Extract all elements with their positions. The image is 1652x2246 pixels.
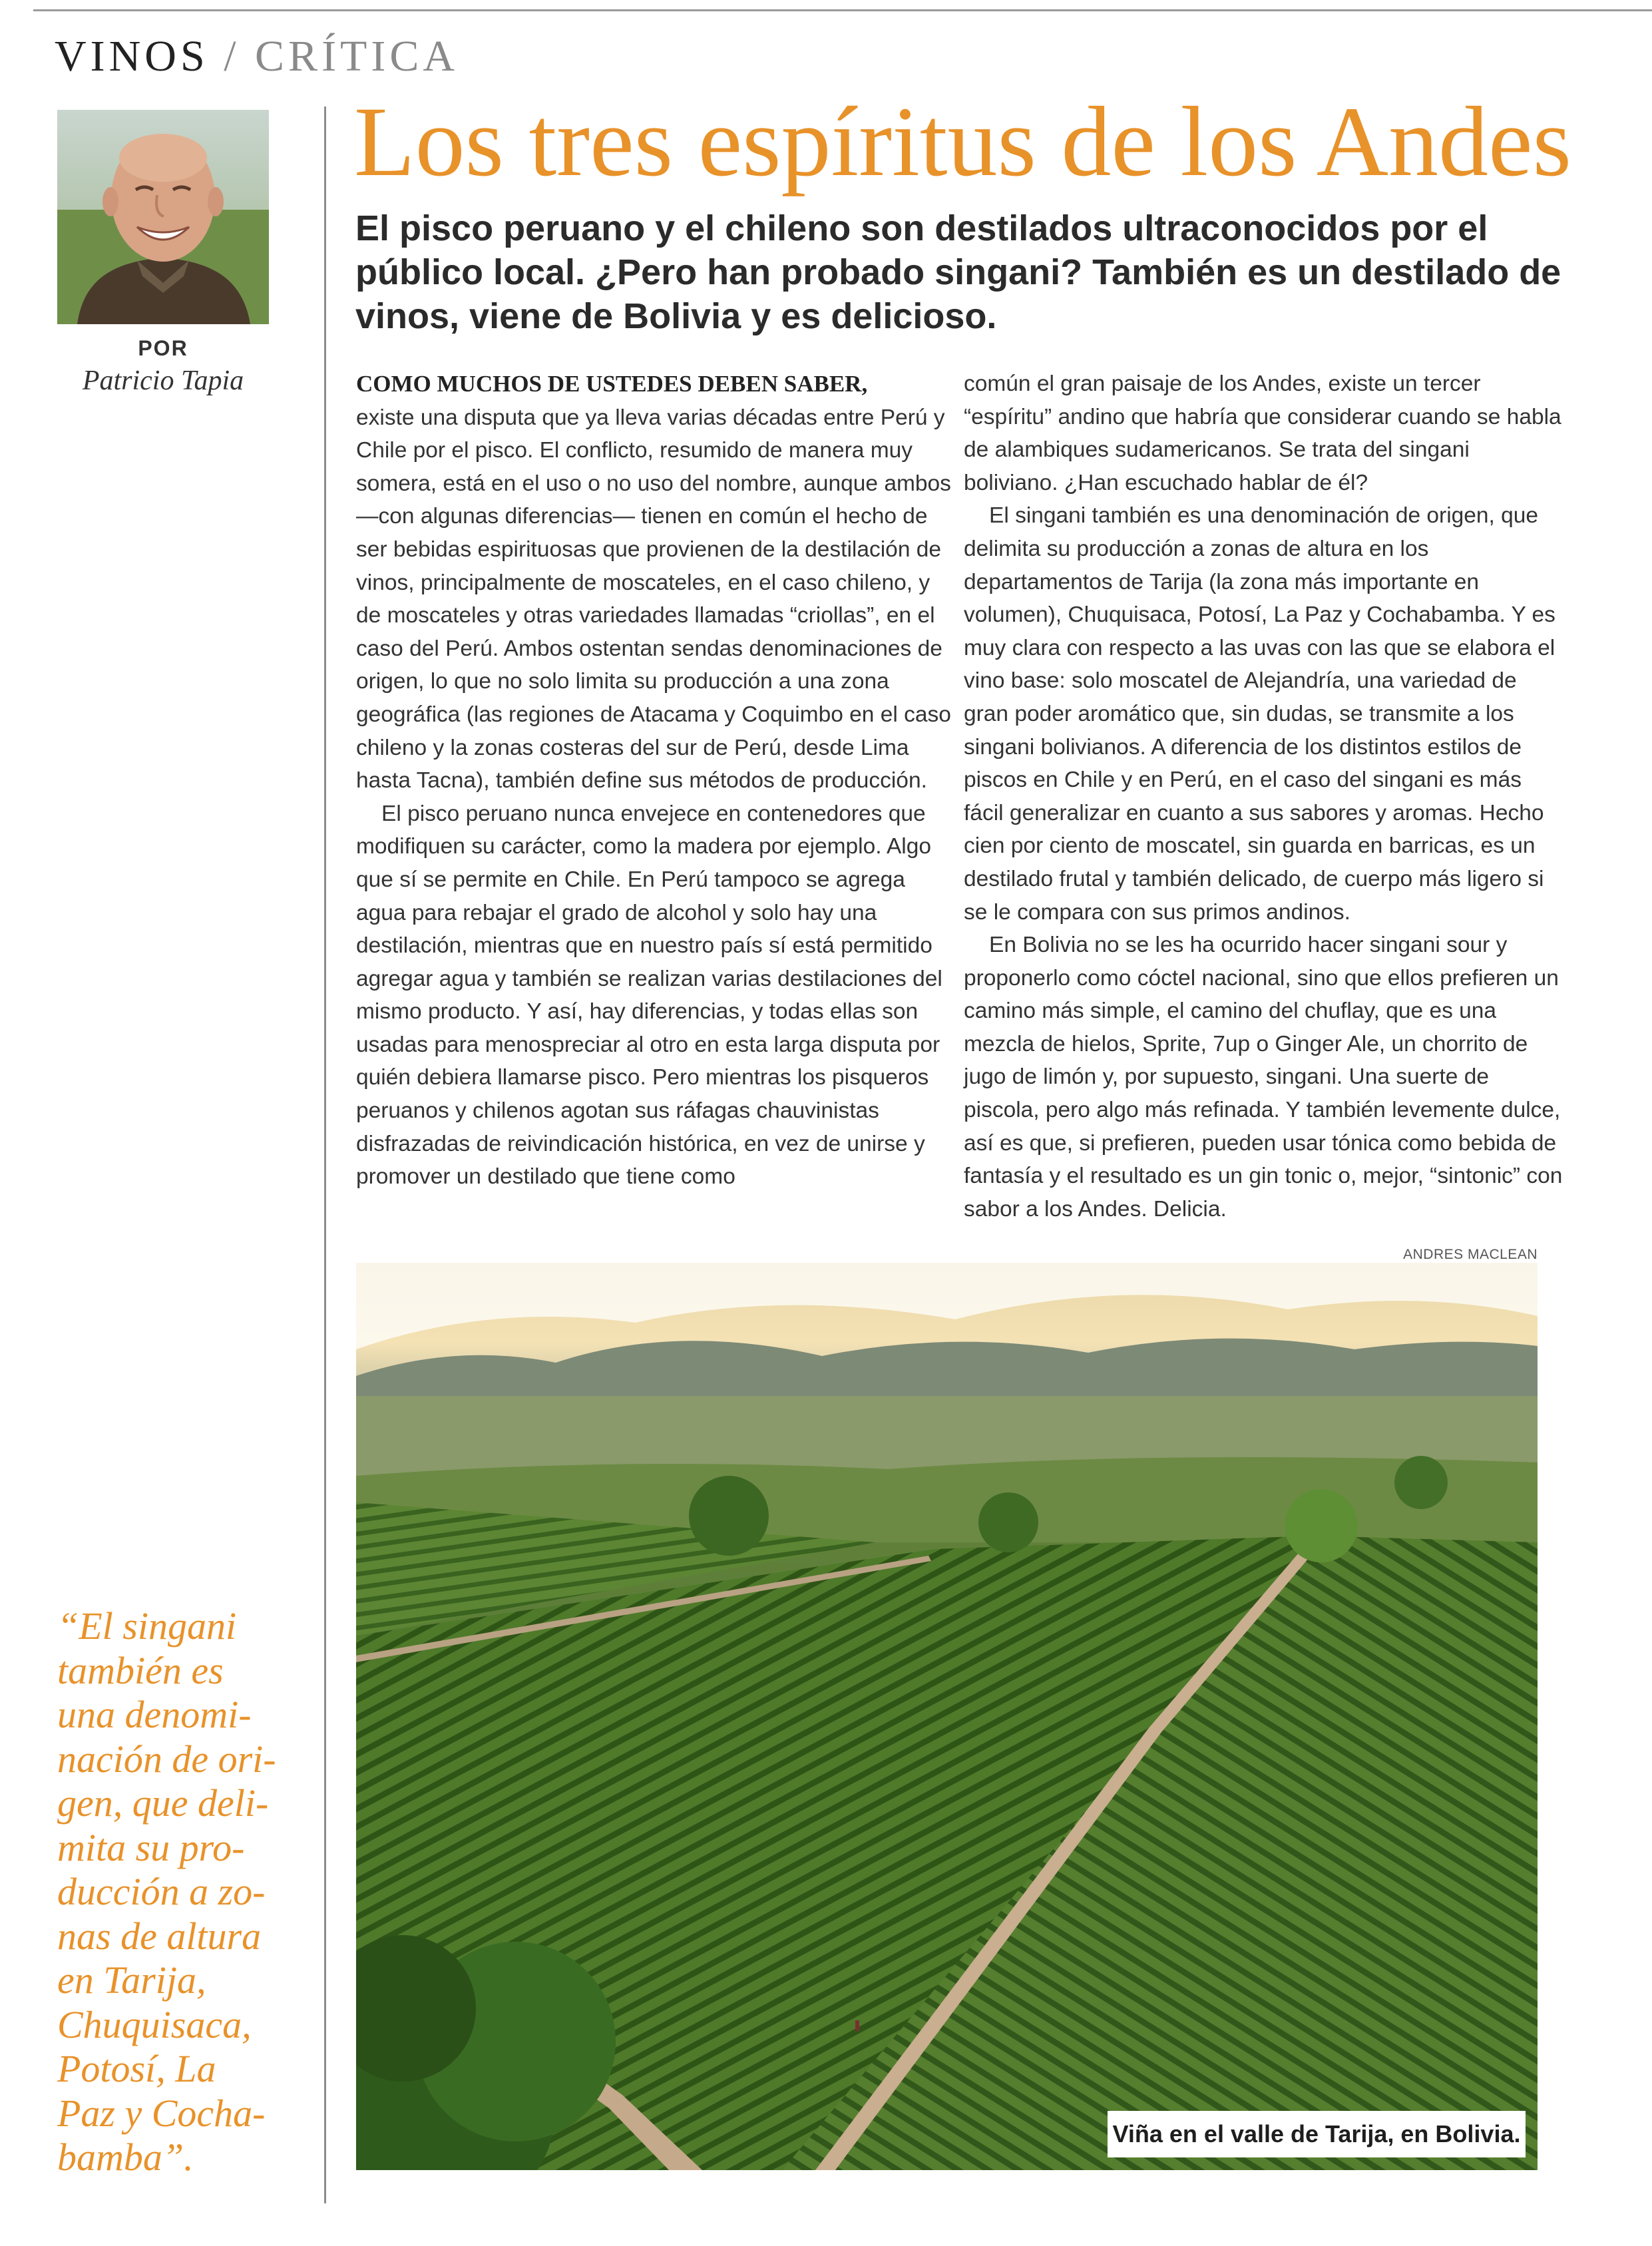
section-name: VINOS: [55, 32, 209, 81]
body-paragraph: El singani también es una denominación de origen, que delimita su producción a zonas de altura en los departamentos de Tarija (la zona más importante en volumen), Chuquisaca, Potosí, La Paz y Cochabamba. Y es muy clara con respecto a las uvas con las que se elabora el vino base: solo moscatel de Alejandría, una variedad de gran poder aromático que, sin dudas, se transmite a los singani bolivianos. A diferencia de los distintos estilos de piscos en Chile y en Perú, en el caso del singani es más fácil generalizar en cuanto a sus sabores y aromas. Hecho cien por ciento de moscatel, sin guarda en barricas, es un destilado frutal y también delicado, de cuerpo más ligero si se le compara con sus primos andinos.: [964, 503, 1555, 925]
body-paragraph: común el gran paisaje de los Andes, existe un tercer “espíritu” andino que habría que considerar cuando se habla de alambiques sudamericanos. Se trata del singani boliviano. ¿Han escuchado hablar de él?: [964, 371, 1561, 495]
article-title: Los tres espíritus de los Andes: [354, 87, 1572, 197]
photo-credit: ANDRES MACLEAN: [1403, 1247, 1538, 1262]
photo-caption: Viña en el valle de Tarija, en Bolivia.: [1108, 2111, 1526, 2157]
lead-in: COMO MUCHOS DE USTEDES DEBEN SABER,: [356, 371, 868, 397]
byline-label: POR: [138, 336, 188, 360]
pull-quote: “El singani también es una denomi- nación de ori- gen, que deli- mita su pro- ducción a zo- nas de altura en Tarija, Chuquisaca, Potosí, La Paz y Cocha- bamba”.: [57, 1604, 276, 2179]
author-photo: [57, 110, 269, 324]
body-column-right: [964, 367, 1566, 1226]
article-deck: El pisco peruano y el chileno son destilados ultraconocidos por el público local. ¿Pero han probado singani? También es un destilado de vinos, viene de Bolivia y es delicioso.: [355, 208, 1561, 336]
vineyard-photo: [356, 1263, 1538, 2170]
section-separator: /: [224, 32, 240, 81]
body-column-left: [356, 367, 958, 1194]
body-paragraph: El pisco peruano nunca envejece en contenedores que modifiquen su carácter, como la madera por ejemplo. Algo que sí se permite en Chile. En Perú tampoco se agrega agua para rebajar el grado de alcohol y solo hay una destilación, mientras que en nuestro país sí está permitido agregar agua y también se realizan varias destilaciones del mismo producto. Y así, hay diferencias, y todas ellas son usadas para menospreciar al otro en esta larga disputa por quién debiera llamarse pisco. Pero mientras los pisqueros peruanos y chilenos agotan sus ráfagas chauvinistas disfrazadas de reivindicación histórica, en vez de unirse y promover un destilado que tiene como: [356, 801, 942, 1190]
body-paragraph: [356, 367, 958, 797]
author-name: Patricio Tapia: [82, 365, 244, 396]
body-text: existe una disputa que ya lleva varias décadas entre Perú y Chile por el pisco. El conflicto, resumido de manera muy somera, está en el uso o no uso del nombre, aunque ambos —con algunas diferencias— tienen en común el hecho de ser bebidas espirituosas que provienen de la destilación de vinos, principalmente de moscateles, en el caso chileno, y de moscateles y otras variedades llamadas “criollas”, en el caso del Perú. Ambos ostentan sendas denominaciones de origen, lo que no solo limita su producción a una zona geográfica (las regiones de Atacama y Coquimbo en el caso chileno y la zonas costeras del sur de Perú, desde Lima hasta Tacna), también define sus métodos de producción.: [356, 405, 951, 793]
section-header: [55, 27, 459, 87]
column-divider: [324, 107, 326, 2203]
top-rule: [33, 9, 1652, 11]
body-paragraph: En Bolivia no se les ha ocurrido hacer singani sour y proponerlo como cóctel nacional, sino que ellos prefieren un camino más simple, el camino del chuflay, que es una mezcla de hielos, Sprite, 7up o Ginger Ale, un chorrito de jugo de limón y, por supuesto, singani. Una suerte de piscola, pero algo más refinada. Y también levemente dulce, así es que, si prefieren, pueden usar tónica como bebida de fantasía y el resultado es un gin tonic o, mejor, “sintonic” con sabor a los Andes. Delicia.: [964, 933, 1563, 1222]
subsection-name: CRÍTICA: [255, 32, 459, 81]
